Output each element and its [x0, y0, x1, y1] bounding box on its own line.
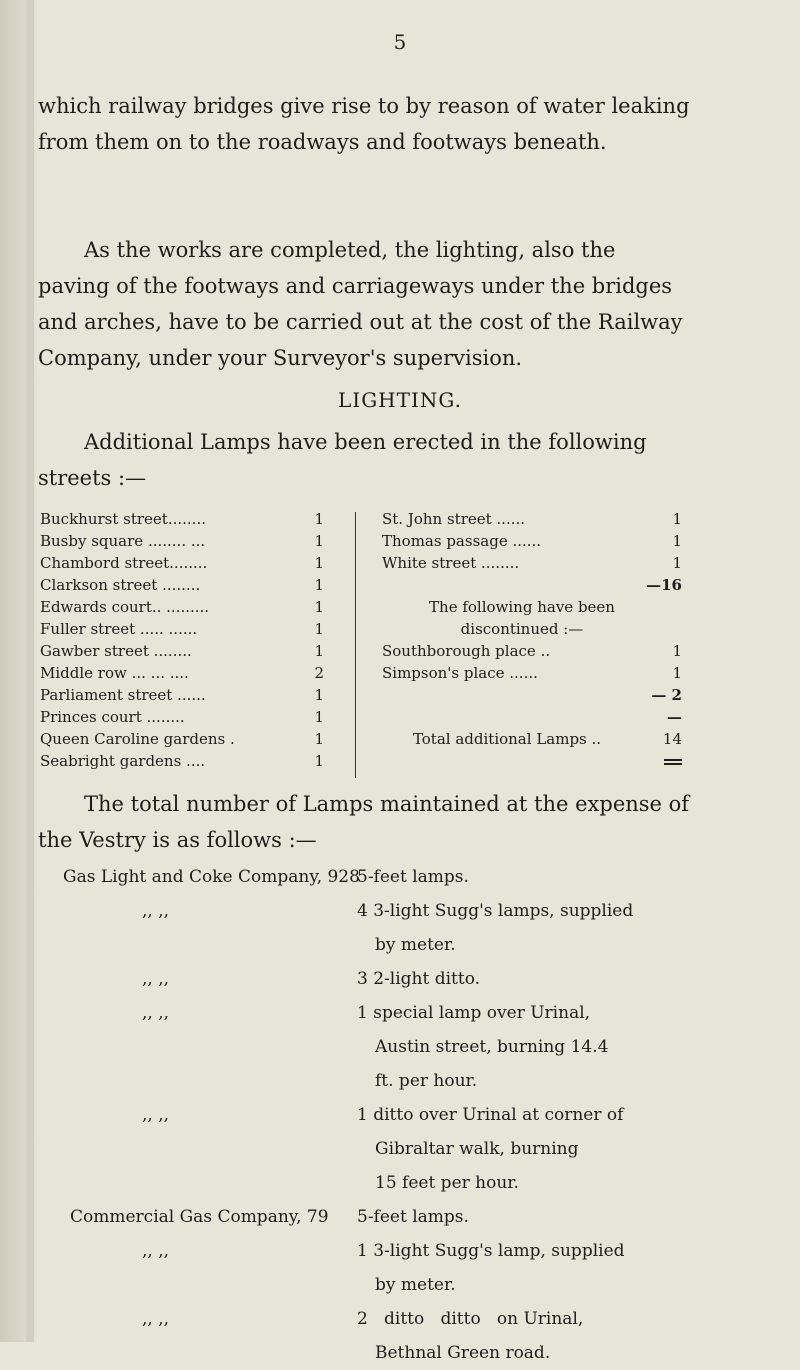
lamp-count: 1	[314, 708, 324, 726]
lamp-row	[40, 508, 330, 530]
subtotal-row	[382, 684, 688, 706]
street-name: St. John street ......	[382, 510, 526, 528]
street-name: White street ........	[382, 554, 520, 572]
discontinued-heading	[382, 618, 688, 640]
lamps-table	[40, 508, 680, 780]
lamp-count: 1	[672, 664, 682, 682]
street-name: Seabright gardens ....	[40, 752, 206, 770]
street-name: Buckhurst street........	[40, 510, 206, 528]
lamp-count: 1	[314, 752, 324, 770]
binding-edge	[26, 0, 34, 1342]
lamp-count: 1	[672, 554, 682, 572]
street-name: Busby square ........ ...	[40, 532, 206, 550]
paragraph-works-completed: As the works are completed, the lighting, also the paving of the footways and carriageways under the bridges and arches, have to be carried out at the cost of the Railway Company, under your Surveyor's supervision.	[38, 238, 683, 370]
street-name: Fuller street ..... ......	[40, 620, 198, 638]
lamp-count: 1	[314, 730, 324, 748]
total-row	[382, 728, 688, 750]
paragraph-additional-lamps: Additional Lamps have been erected in the following streets :—	[38, 430, 647, 490]
section-heading-lighting: LIGHTING.	[338, 388, 462, 412]
gas-detail: 1 3-light Sugg's lamp, supplied	[357, 1241, 625, 1261]
gas-detail: 3 2-light ditto.	[357, 969, 481, 989]
street-name: Middle row ... ... ....	[40, 664, 189, 682]
lamp-count: 2	[314, 664, 324, 682]
discontinued-heading-line2: discontinued :—	[460, 620, 584, 638]
lamp-count: 1	[314, 576, 324, 594]
gas-detail: 5-feet lamps.	[357, 1207, 469, 1227]
lamp-row	[382, 530, 688, 552]
lamp-row	[382, 552, 688, 574]
subtotal-row	[382, 574, 688, 596]
lamp-row	[40, 640, 330, 662]
lamp-row	[40, 662, 330, 684]
subtotal-row	[382, 706, 688, 728]
discontinued-heading	[382, 596, 688, 618]
lamp-row	[40, 684, 330, 706]
lamp-count: 1	[314, 510, 324, 528]
street-name: Thomas passage ......	[382, 532, 542, 550]
street-name: Queen Caroline gardens .	[40, 730, 235, 748]
lamp-row	[382, 508, 688, 530]
lamp-row	[382, 662, 688, 684]
paragraph-water-leaking: which railway bridges give rise to by reason of water leaking from them on to the roadways and footways beneath.	[38, 94, 690, 154]
lamp-row	[40, 618, 330, 640]
subtotal-discontinued: — 2	[651, 686, 682, 704]
total-label: Total additional Lamps ..	[412, 730, 602, 748]
lamp-row	[40, 530, 330, 552]
gas-company: Commercial Gas Company, 79	[70, 1207, 329, 1227]
lamp-count: 1	[672, 642, 682, 660]
gas-detail-cont: Gibraltar walk, burning	[375, 1139, 579, 1159]
paragraph-total-lamps: The total number of Lamps maintained at the expense of the Vestry is as follows :—	[38, 792, 690, 852]
gas-detail-cont: Bethnal Green road.	[375, 1343, 551, 1363]
lamp-count: 1	[314, 532, 324, 550]
gas-company: Gas Light and Coke Company, 928	[63, 867, 360, 887]
gas-detail-cont: Austin street, burning 14.4	[375, 1037, 609, 1057]
gas-company-ditto: ,, ,,	[142, 901, 170, 921]
total-value: 14	[662, 730, 682, 748]
subtotal-dash: —	[667, 708, 682, 726]
gas-company-ditto: ,, ,,	[142, 969, 170, 989]
gas-detail-cont: by meter.	[375, 1275, 456, 1295]
lamp-row	[40, 706, 330, 728]
gas-detail-cont: 15 feet per hour.	[375, 1173, 519, 1193]
street-name: Edwards court.. .........	[40, 598, 210, 616]
double-rule	[664, 759, 682, 765]
gas-company-ditto: ,, ,,	[142, 1241, 170, 1261]
total-rule-row	[382, 750, 688, 772]
gas-detail-cont: by meter.	[375, 935, 456, 955]
lamp-row	[40, 596, 330, 618]
street-name: Southborough place ..	[382, 642, 551, 660]
gas-detail: 1 special lamp over Urinal,	[357, 1003, 591, 1023]
street-name: Princes court ........	[40, 708, 185, 726]
lamp-row	[40, 728, 330, 750]
gas-detail: 1 ditto over Urinal at corner of	[357, 1105, 624, 1125]
lamp-row	[382, 640, 688, 662]
subtotal-added: —16	[646, 576, 682, 594]
lamp-count: 1	[672, 510, 682, 528]
lamp-count: 1	[314, 554, 324, 572]
street-name: Chambord street........	[40, 554, 208, 572]
lamp-count: 1	[314, 598, 324, 616]
gas-company-ditto: ,, ,,	[142, 1309, 170, 1329]
page-number: 5	[393, 30, 407, 54]
discontinued-heading-line1: The following have been	[429, 598, 615, 616]
gas-detail: 5-feet lamps.	[357, 867, 469, 887]
gas-company-ditto: ,, ,,	[142, 1003, 170, 1023]
gas-detail-cont: ft. per hour.	[375, 1071, 478, 1091]
gas-detail: 4 3-light Sugg's lamps, supplied	[357, 901, 634, 921]
street-name: Gawber street ........	[40, 642, 192, 660]
column-divider	[355, 512, 356, 778]
lamp-count: 1	[314, 620, 324, 638]
street-name: Parliament street ......	[40, 686, 206, 704]
street-name: Clarkson street ........	[40, 576, 201, 594]
lamp-row	[40, 552, 330, 574]
lamp-row	[40, 574, 330, 596]
gas-company-ditto: ,, ,,	[142, 1105, 170, 1125]
lamp-count: 1	[672, 532, 682, 550]
lamp-row	[40, 750, 330, 772]
gas-detail: 2 ditto ditto on Urinal,	[357, 1309, 584, 1329]
street-name: Simpson's place ......	[382, 664, 538, 682]
lamp-count: 1	[314, 686, 324, 704]
lamp-count: 1	[314, 642, 324, 660]
